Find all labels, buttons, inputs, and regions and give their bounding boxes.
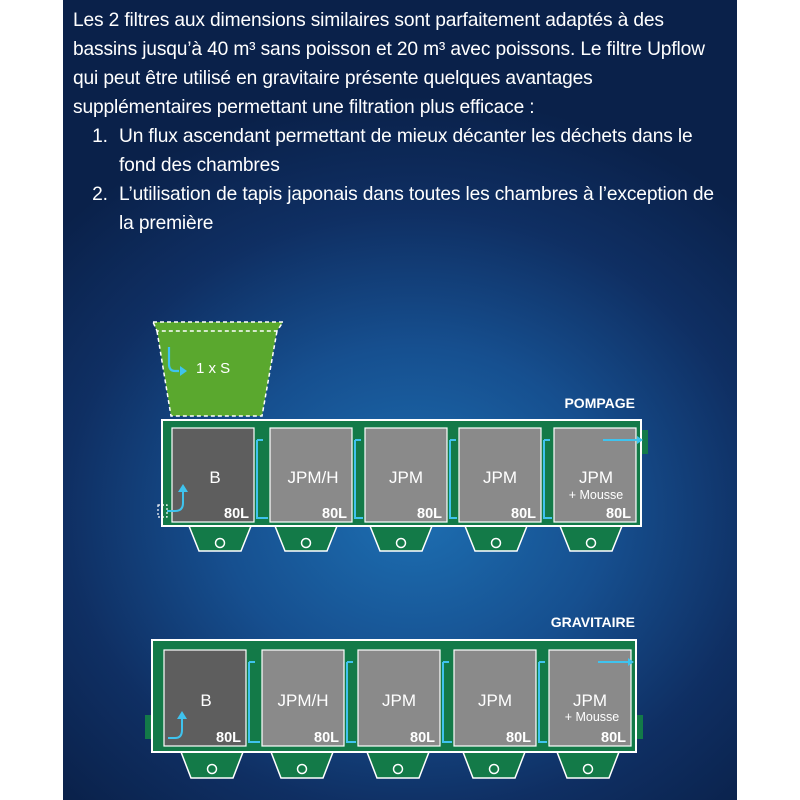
mode-label-pompage: POMPAGE [564,395,635,411]
mode-label-gravitaire: GRAVITAIRE [550,614,635,630]
pompage-chamber-jpm-2 [459,428,541,522]
pompage-outlet-stub [641,430,648,454]
prefilter-label: 1 x S [196,360,231,377]
gravitaire-chamber-jpm-1 [358,650,440,746]
gravitaire-inlet-stub [145,715,152,739]
filter-pompage [158,395,648,551]
chamber-volume: 80L [417,506,442,522]
chamber-label: JPM [483,468,517,487]
chamber-volume: 80L [506,730,531,746]
pompage-chamber-jpm-1 [365,428,447,522]
gravitaire-chamber-jpm-2 [454,650,536,746]
pompage-chamber-jpm-mousse [554,428,636,522]
advantage-item: 1. Un flux ascendant permettant de mieux décanter les déchets dans le fond des chambres [113,122,733,180]
gravitaire-legs [181,752,619,778]
gravitaire-chamber-jpmh [262,650,344,746]
pompage-chamber-jpmh [270,428,352,522]
filter-gravitaire [145,614,643,778]
chamber-label: JPM [389,468,423,487]
pompage-chamber-b [172,428,254,522]
gravitaire-chamber-jpm-mousse [549,650,631,746]
chamber-label: JPM [382,691,416,710]
prefilter-lid [153,322,283,331]
prefilter-bucket [153,322,283,416]
advantage-item: 2. L’utilisation de tapis japonais dans toutes les chambres à l’exception de la première [113,180,733,238]
chamber-volume: 80L [601,730,626,746]
chamber-volume: 80L [216,730,241,746]
chamber-volume: 80L [314,730,339,746]
pompage-legs [189,526,622,551]
chamber-volume: 80L [224,506,249,522]
gravitaire-outlet-stub [636,715,643,739]
intro-paragraph: Les 2 filtres aux dimensions similaires sont parfaitement adaptés à des bassins jusqu’à 40 m³ sans poisson et 20 m³ avec poissons. Le filtre Upflow qui peut être utilisé en gravitaire présente quelques avantages supplémentaires permettant une filtration plus efficace : [73,10,705,118]
gravitaire-chamber-b [164,650,246,746]
chamber-volume: 80L [511,506,536,522]
chamber-label: JPM [573,691,607,710]
chamber-sublabel: + Mousse [568,488,624,502]
chamber-label: JPM/H [287,468,339,487]
chamber-label: B [209,468,221,487]
chamber-volume: 80L [322,506,347,522]
chamber-volume: 80L [410,730,435,746]
filter-diagram [63,0,737,800]
chamber-sublabel: + Mousse [564,710,620,724]
chamber-label: JPM/H [277,691,329,710]
chamber-label: JPM [478,691,512,710]
info-panel [63,0,737,800]
chamber-label: JPM [579,468,613,487]
chamber-volume: 80L [606,506,631,522]
chamber-label: B [200,691,212,710]
